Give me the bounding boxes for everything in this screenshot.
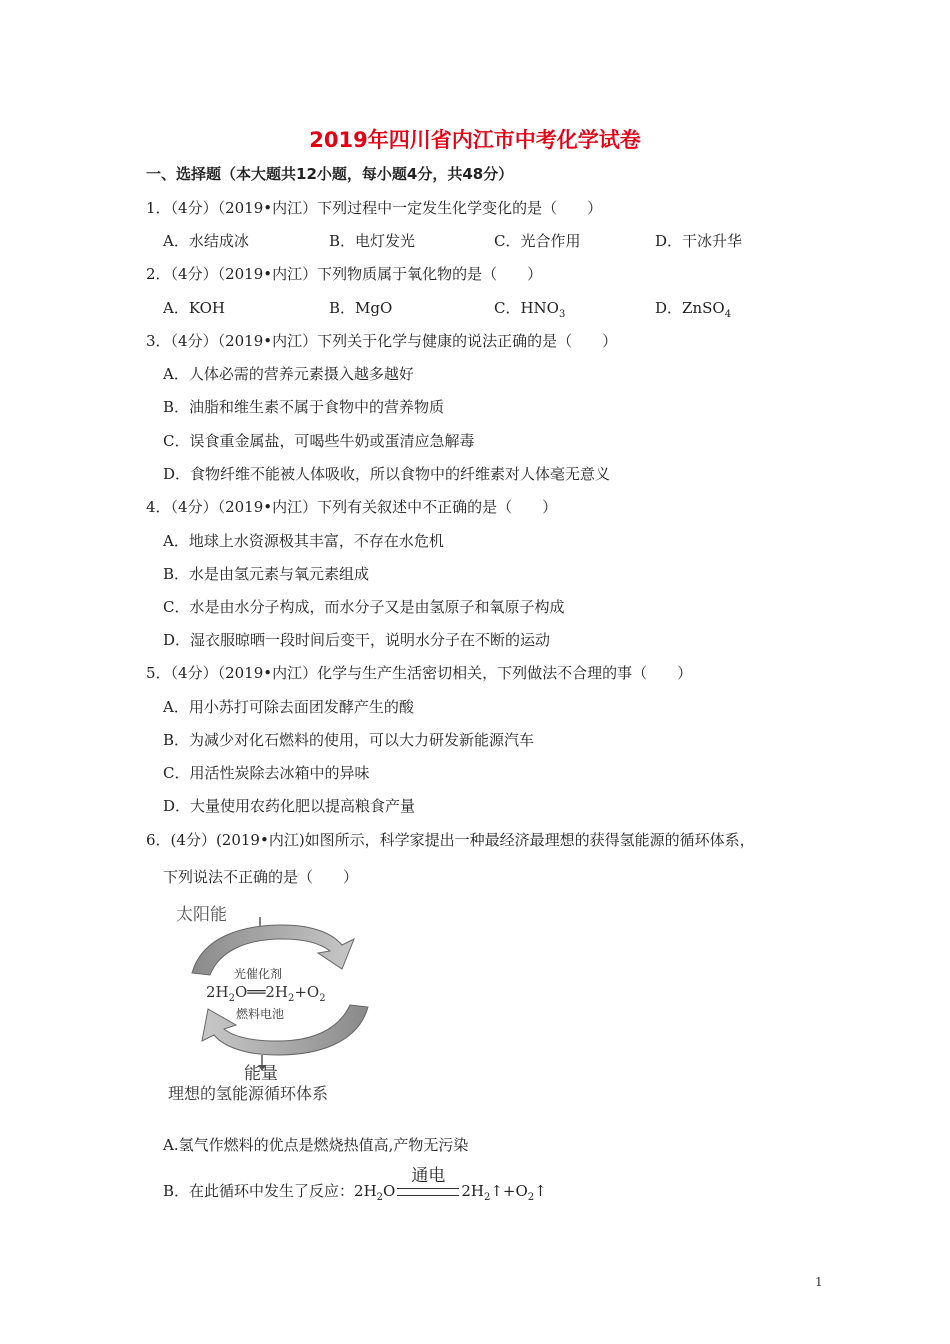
figure-fuel-cell-label: 燃料电池: [236, 1007, 285, 1021]
q1-option-d: D．干冰升华: [655, 232, 743, 250]
question-6-stem-continued: 下列说法不正确的是（ ）: [163, 868, 359, 886]
q3-option-c: C．误食重金属盐，可喝些牛奶或蛋清应急解毒: [163, 432, 475, 450]
reaction-condition: 通电: [411, 1166, 446, 1186]
q4-option-c: C．水是由水分子构成，而水分子又是由氢原子和氧原子构成: [163, 598, 565, 616]
q6-option-b: B．在此循环中发生了反应：$2H_2O$ 通电 $2H_2↑+O_2↑$: [163, 1180, 547, 1203]
q3-option-d: D．食物纤维不能被人体吸收，所以食物中的纤维素对人体毫无意义: [163, 465, 611, 483]
q4-option-b: B．水是由氢元素与氧元素组成: [163, 565, 370, 583]
page-title: 2019年四川省内江市中考化学试卷: [309, 128, 641, 152]
q5-option-b: B．为减少对化石燃料的使用，可以大力研发新能源汽车: [163, 731, 535, 749]
question-1-stem: 1．（4分）（2019•内江）下列过程中一定发生化学变化的是（ ）: [146, 199, 603, 217]
page-number: 1: [815, 1275, 823, 1289]
q1-option-b: B．电灯发光: [329, 232, 416, 250]
figure-top-label: 太阳能: [176, 905, 227, 925]
question-4-stem: 4．（4分）（2019•内江）下列有关叙述中不正确的是（ ）: [146, 498, 558, 516]
q1-option-a: A．水结成冰: [163, 232, 249, 250]
reaction-condition-bar: [397, 1166, 459, 1196]
q5-option-d: D．大量使用农药化肥以提高粮食产量: [163, 797, 416, 815]
figure-catalyst-label: 光催化剂: [234, 967, 283, 981]
figure-energy-label: 能量: [244, 1064, 278, 1084]
q2-option-d: D．ZnSO$_4$: [655, 299, 732, 320]
q1-option-c: C．光合作用: [494, 232, 581, 250]
question-6-stem: 6．(4分）(2019•内江)如图所示，科学家提出一种最经济最理想的获得氢能源的循环体系，: [146, 831, 755, 849]
figure-caption: 理想的氢能源循环体系: [168, 1084, 329, 1103]
q3-option-b: B．油脂和维生素不属于食物中的营养物质: [163, 398, 445, 416]
question-3-stem: 3．（4分）（2019•内江）下列关于化学与健康的说法正确的是（ ）: [146, 332, 618, 350]
question-2-stem: 2．（4分）（2019•内江）下列物质属于氧化物的是（ ）: [146, 265, 543, 283]
q3-option-a: A．人体必需的营养元素摄入越多越好: [163, 365, 414, 383]
q6-option-a: A.氢气作燃料的优点是燃烧热值高,产物无污染: [163, 1136, 469, 1154]
question-5-stem: 5．（4分）（2019•内江）化学与生产生活密切相关，下列做法不合理的事（ ）: [146, 664, 693, 682]
q2-option-b: B．MgO: [329, 299, 393, 317]
q2-option-a: A．KOH: [163, 299, 226, 317]
q5-option-c: C．用活性炭除去冰箱中的异味: [163, 764, 370, 782]
section-heading: 一、选择题（本大题共12小题，每小题4分，共48分）: [146, 165, 514, 183]
q4-option-d: D．湿衣服晾晒一段时间后变干，说明水分子在不断的运动: [163, 631, 551, 649]
figure-equation: $2H_2O══2H_2+O_2$: [206, 983, 326, 1004]
q5-option-a: A．用小苏打可除去面团发酵产生的酸: [163, 698, 414, 716]
hydrogen-cycle-figure: [162, 895, 402, 1105]
q4-option-a: A．地球上水资源极其丰富，不存在水危机: [163, 532, 444, 550]
q2-option-c: C．$HNO_3$: [494, 299, 566, 320]
